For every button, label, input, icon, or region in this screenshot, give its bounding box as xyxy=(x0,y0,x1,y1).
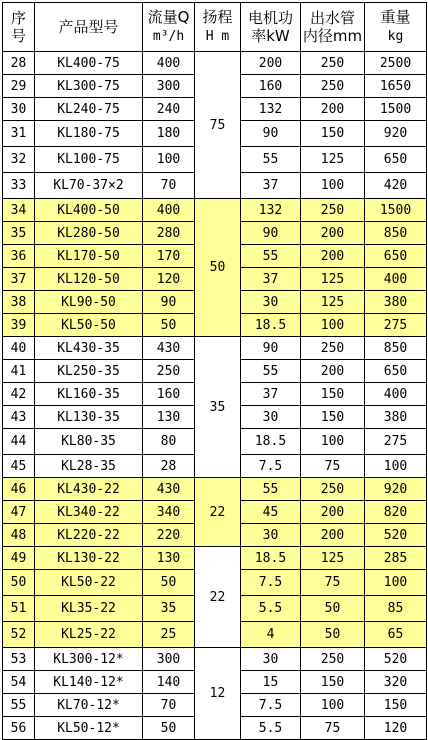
cell-no: 46 xyxy=(3,478,35,501)
cell-no: 36 xyxy=(3,245,35,268)
cell-pipe: 75 xyxy=(301,717,365,740)
cell-head: 50 xyxy=(195,199,241,337)
cell-no: 38 xyxy=(3,291,35,314)
header-model: 产品型号 xyxy=(35,3,143,52)
cell-model: KL130-22 xyxy=(35,547,143,570)
cell-model: KL140-12* xyxy=(35,671,143,694)
cell-power: 5.5 xyxy=(241,596,301,622)
cell-model: KL340-22 xyxy=(35,501,143,524)
cell-pipe: 125 xyxy=(301,547,365,570)
cell-power: 90 xyxy=(241,337,301,360)
cell-head: 12 xyxy=(195,648,241,740)
cell-head: 22 xyxy=(195,478,241,547)
cell-power: 132 xyxy=(241,98,301,121)
table-row xyxy=(3,648,427,671)
cell-no: 48 xyxy=(3,524,35,547)
cell-pipe: 50 xyxy=(301,622,365,648)
cell-power: 55 xyxy=(241,245,301,268)
cell-no: 50 xyxy=(3,570,35,596)
cell-flow: 240 xyxy=(143,98,195,121)
cell-no: 54 xyxy=(3,671,35,694)
cell-no: 43 xyxy=(3,406,35,429)
cell-no: 28 xyxy=(3,52,35,75)
cell-flow: 70 xyxy=(143,694,195,717)
cell-weight: 920 xyxy=(365,121,427,147)
cell-flow: 140 xyxy=(143,671,195,694)
cell-weight: 1500 xyxy=(365,98,427,121)
cell-model: KL35-22 xyxy=(35,596,143,622)
cell-no: 39 xyxy=(3,314,35,337)
cell-weight: 520 xyxy=(365,524,427,547)
cell-weight: 400 xyxy=(365,383,427,406)
cell-model: KL70-12* xyxy=(35,694,143,717)
cell-pipe: 50 xyxy=(301,596,365,622)
cell-power: 18.5 xyxy=(241,314,301,337)
header-pipe: 出水管 内径mm xyxy=(301,3,365,52)
cell-weight: 320 xyxy=(365,671,427,694)
cell-pipe: 200 xyxy=(301,524,365,547)
cell-power: 132 xyxy=(241,199,301,222)
cell-power: 55 xyxy=(241,360,301,383)
cell-pipe: 100 xyxy=(301,694,365,717)
cell-no: 52 xyxy=(3,622,35,648)
cell-weight: 100 xyxy=(365,570,427,596)
cell-pipe: 250 xyxy=(301,75,365,98)
cell-flow: 90 xyxy=(143,291,195,314)
pump-spec-table xyxy=(2,2,427,740)
cell-no: 40 xyxy=(3,337,35,360)
cell-power: 37 xyxy=(241,383,301,406)
cell-weight: 650 xyxy=(365,360,427,383)
cell-no: 37 xyxy=(3,268,35,291)
cell-weight: 920 xyxy=(365,478,427,501)
cell-power: 160 xyxy=(241,75,301,98)
cell-flow: 430 xyxy=(143,478,195,501)
cell-weight: 850 xyxy=(365,222,427,245)
cell-flow: 220 xyxy=(143,524,195,547)
cell-power: 30 xyxy=(241,524,301,547)
cell-weight: 380 xyxy=(365,291,427,314)
cell-pipe: 250 xyxy=(301,199,365,222)
cell-flow: 300 xyxy=(143,648,195,671)
cell-power: 7.5 xyxy=(241,694,301,717)
cell-pipe: 250 xyxy=(301,337,365,360)
cell-pipe: 125 xyxy=(301,147,365,173)
table-header xyxy=(3,3,427,52)
cell-weight: 820 xyxy=(365,501,427,524)
cell-model: KL50-22 xyxy=(35,570,143,596)
cell-flow: 400 xyxy=(143,52,195,75)
header-flow: 流量Q m³/h xyxy=(143,3,195,52)
cell-power: 5.5 xyxy=(241,717,301,740)
cell-power: 37 xyxy=(241,173,301,199)
cell-flow: 70 xyxy=(143,173,195,199)
table-row xyxy=(3,478,427,501)
cell-flow: 50 xyxy=(143,717,195,740)
header-no: 序 号 xyxy=(3,3,35,52)
cell-weight: 650 xyxy=(365,245,427,268)
cell-power: 7.5 xyxy=(241,455,301,478)
cell-power: 55 xyxy=(241,147,301,173)
cell-no: 33 xyxy=(3,173,35,199)
cell-pipe: 200 xyxy=(301,501,365,524)
cell-weight: 520 xyxy=(365,648,427,671)
cell-pipe: 200 xyxy=(301,222,365,245)
cell-no: 49 xyxy=(3,547,35,570)
cell-model: KL130-35 xyxy=(35,406,143,429)
cell-flow: 35 xyxy=(143,596,195,622)
cell-weight: 65 xyxy=(365,622,427,648)
cell-flow: 50 xyxy=(143,314,195,337)
cell-pipe: 150 xyxy=(301,383,365,406)
header-power: 电机功 率kW xyxy=(241,3,301,52)
cell-model: KL90-50 xyxy=(35,291,143,314)
cell-pipe: 125 xyxy=(301,291,365,314)
cell-pipe: 200 xyxy=(301,98,365,121)
cell-flow: 170 xyxy=(143,245,195,268)
cell-model: KL240-75 xyxy=(35,98,143,121)
cell-flow: 130 xyxy=(143,547,195,570)
cell-no: 35 xyxy=(3,222,35,245)
cell-model: KL28-35 xyxy=(35,455,143,478)
cell-flow: 130 xyxy=(143,406,195,429)
cell-power: 30 xyxy=(241,648,301,671)
cell-pipe: 100 xyxy=(301,314,365,337)
cell-pipe: 75 xyxy=(301,455,365,478)
cell-pipe: 150 xyxy=(301,121,365,147)
cell-model: KL430-22 xyxy=(35,478,143,501)
cell-no: 55 xyxy=(3,694,35,717)
cell-flow: 340 xyxy=(143,501,195,524)
cell-no: 41 xyxy=(3,360,35,383)
cell-model: KL170-50 xyxy=(35,245,143,268)
cell-model: KL50-50 xyxy=(35,314,143,337)
cell-power: 4 xyxy=(241,622,301,648)
cell-power: 90 xyxy=(241,121,301,147)
cell-model: KL430-35 xyxy=(35,337,143,360)
cell-model: KL400-50 xyxy=(35,199,143,222)
cell-power: 200 xyxy=(241,52,301,75)
cell-no: 34 xyxy=(3,199,35,222)
cell-model: KL280-50 xyxy=(35,222,143,245)
cell-power: 30 xyxy=(241,291,301,314)
cell-weight: 150 xyxy=(365,694,427,717)
cell-model: KL25-22 xyxy=(35,622,143,648)
cell-weight: 380 xyxy=(365,406,427,429)
cell-model: KL180-75 xyxy=(35,121,143,147)
cell-no: 51 xyxy=(3,596,35,622)
cell-model: KL400-75 xyxy=(35,52,143,75)
cell-pipe: 125 xyxy=(301,268,365,291)
cell-model: KL300-12* xyxy=(35,648,143,671)
cell-power: 18.5 xyxy=(241,547,301,570)
cell-pipe: 200 xyxy=(301,360,365,383)
cell-model: KL300-75 xyxy=(35,75,143,98)
cell-flow: 300 xyxy=(143,75,195,98)
cell-power: 45 xyxy=(241,501,301,524)
cell-flow: 160 xyxy=(143,383,195,406)
cell-weight: 120 xyxy=(365,717,427,740)
cell-power: 7.5 xyxy=(241,570,301,596)
cell-no: 47 xyxy=(3,501,35,524)
cell-pipe: 250 xyxy=(301,478,365,501)
cell-weight: 1650 xyxy=(365,75,427,98)
cell-pipe: 250 xyxy=(301,52,365,75)
cell-weight: 420 xyxy=(365,173,427,199)
cell-pipe: 100 xyxy=(301,173,365,199)
cell-flow: 50 xyxy=(143,570,195,596)
cell-no: 53 xyxy=(3,648,35,671)
cell-pipe: 250 xyxy=(301,648,365,671)
cell-power: 37 xyxy=(241,268,301,291)
cell-flow: 400 xyxy=(143,199,195,222)
cell-pipe: 200 xyxy=(301,245,365,268)
cell-no: 45 xyxy=(3,455,35,478)
cell-model: KL50-12* xyxy=(35,717,143,740)
cell-weight: 275 xyxy=(365,314,427,337)
cell-head: 22 xyxy=(195,547,241,648)
cell-model: KL160-35 xyxy=(35,383,143,406)
cell-no: 56 xyxy=(3,717,35,740)
header-head: 扬程 H m xyxy=(195,3,241,52)
cell-no: 42 xyxy=(3,383,35,406)
table-row xyxy=(3,547,427,570)
cell-head: 35 xyxy=(195,337,241,478)
cell-power: 18.5 xyxy=(241,429,301,455)
cell-weight: 285 xyxy=(365,547,427,570)
cell-model: KL120-50 xyxy=(35,268,143,291)
cell-no: 30 xyxy=(3,98,35,121)
cell-pipe: 150 xyxy=(301,406,365,429)
cell-power: 15 xyxy=(241,671,301,694)
cell-weight: 850 xyxy=(365,337,427,360)
cell-power: 30 xyxy=(241,406,301,429)
cell-weight: 1500 xyxy=(365,199,427,222)
cell-flow: 120 xyxy=(143,268,195,291)
cell-weight: 650 xyxy=(365,147,427,173)
cell-weight: 100 xyxy=(365,455,427,478)
cell-weight: 275 xyxy=(365,429,427,455)
cell-power: 55 xyxy=(241,478,301,501)
header-weight: 重量 kg xyxy=(365,3,427,52)
cell-model: KL70-37×2 xyxy=(35,173,143,199)
cell-model: KL220-22 xyxy=(35,524,143,547)
cell-pipe: 100 xyxy=(301,429,365,455)
cell-weight: 2500 xyxy=(365,52,427,75)
cell-pipe: 150 xyxy=(301,671,365,694)
table-body xyxy=(3,52,427,740)
cell-model: KL250-35 xyxy=(35,360,143,383)
table-row xyxy=(3,337,427,360)
cell-no: 32 xyxy=(3,147,35,173)
cell-no: 44 xyxy=(3,429,35,455)
cell-pipe: 75 xyxy=(301,570,365,596)
cell-flow: 28 xyxy=(143,455,195,478)
table-row xyxy=(3,199,427,222)
cell-flow: 250 xyxy=(143,360,195,383)
cell-flow: 180 xyxy=(143,121,195,147)
cell-head: 75 xyxy=(195,52,241,199)
cell-flow: 80 xyxy=(143,429,195,455)
cell-no: 29 xyxy=(3,75,35,98)
cell-weight: 400 xyxy=(365,268,427,291)
cell-weight: 85 xyxy=(365,596,427,622)
cell-model: KL100-75 xyxy=(35,147,143,173)
cell-model: KL80-35 xyxy=(35,429,143,455)
cell-flow: 25 xyxy=(143,622,195,648)
cell-power: 90 xyxy=(241,222,301,245)
table-row xyxy=(3,52,427,75)
cell-flow: 100 xyxy=(143,147,195,173)
cell-flow: 430 xyxy=(143,337,195,360)
cell-flow: 280 xyxy=(143,222,195,245)
cell-no: 31 xyxy=(3,121,35,147)
